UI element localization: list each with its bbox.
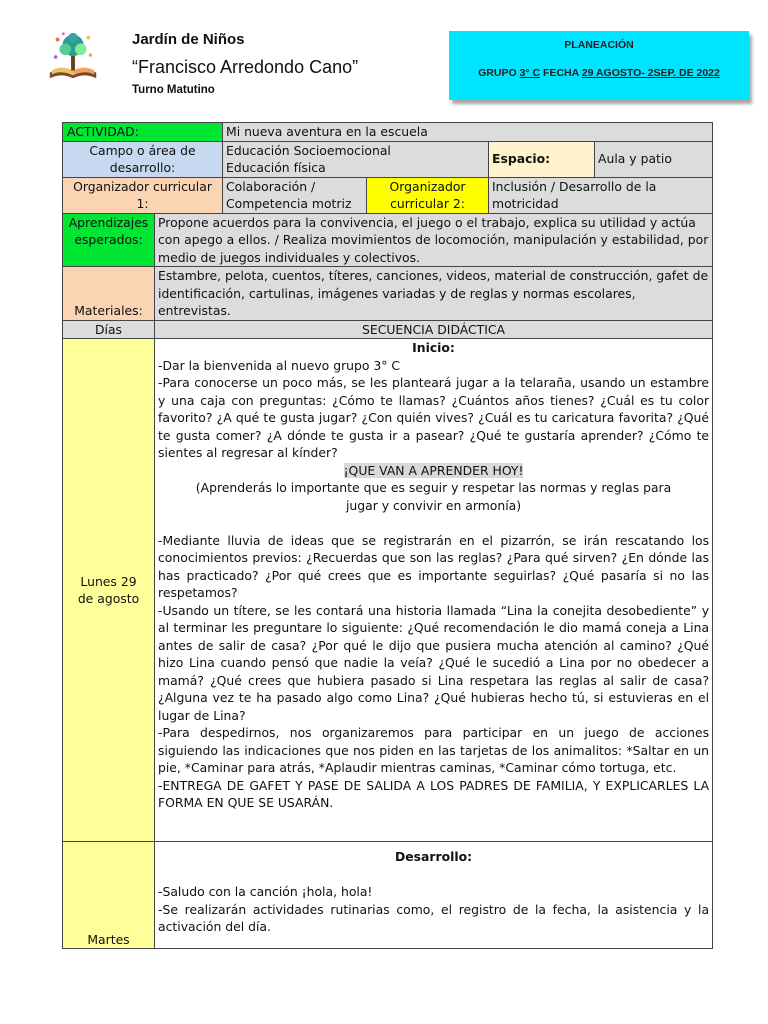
day1-row xyxy=(63,339,713,842)
day2-section-title: Desarrollo: xyxy=(394,849,473,864)
day1-highlight: ¡QUE VAN A APRENDER HOY! xyxy=(343,462,524,478)
actividad-label: ACTIVIDAD: xyxy=(63,123,223,142)
school-logo-icon xyxy=(44,28,102,86)
day2-spacer xyxy=(158,866,709,884)
day2-sequence xyxy=(155,842,713,949)
day2-row xyxy=(63,842,713,949)
day1-label: Lunes 29 de agosto xyxy=(63,339,155,842)
fecha-label: FECHA xyxy=(543,67,579,79)
group-date-line xyxy=(449,67,749,79)
org2-label: Organizador curricular 2: xyxy=(367,177,489,213)
campo-value xyxy=(223,141,489,177)
materiales-row xyxy=(63,267,713,321)
campo-value-2: Educación física xyxy=(226,160,326,175)
day2-label: Martes xyxy=(63,842,155,949)
day2-p1: -Saludo con la canción ¡hola, hola! xyxy=(158,884,373,899)
day2-p2: -Se realizarán actividades rutinarias como, el registro de la fecha, la asistencia y la activación del día. xyxy=(158,901,710,934)
school-header xyxy=(132,30,358,98)
sequence-header-row xyxy=(63,320,713,339)
day1-p2: -Para conocerse un poco más, se les planteará jugar a la telaraña, usando un estambre y una caja con preguntas: ¿Cómo te llamas? ¿Cuántos años tienes? ¿Cuál es tu color favorito? ¿A qué te gusta jugar? ¿Con quién vives? ¿Cuál es tu caricatura favorita? ¿Qué te gusta comer? ¿A dónde te gusta ir a pasear? ¿Qué te gustaría aprender? ¿Cómo te sientes al regresar al kínder? xyxy=(158,375,710,460)
day1-sequence xyxy=(155,339,713,842)
day1-p5: -Para despedirnos, nos organizaremos para participar en un juego de acciones siguiendo las indicaciones que nos piden en las tarjetas de los animalitos: *Saltar en un pie, *Caminar para atrás, *Aplaudir mientras caminas, *Caminar cómo tortuga, etc. xyxy=(158,725,710,775)
campo-value-1: Educación Socioemocional xyxy=(226,142,391,158)
aprendizajes-row xyxy=(63,213,713,267)
day1-spacer xyxy=(158,514,709,532)
espacio-value: Aula y patio xyxy=(595,141,713,177)
day1-p4: -Usando un títere, se les contará una historia llamada “Lina la conejita desobediente” y al terminar les preguntare lo siguiente: ¿Qué recomendación le dio mamá coneja a Lina antes de salir de casa? ¿Por qué le dijo que pusiera mucha atención al camino? ¿Qué hizo Lina cuando pensó que nadie la veía? ¿Qué le sucedió a Lina por no obedecer a mamá? ¿Qué crees que hubiera pasado si Lina respetara las reglas al salir de casa? ¿Alguna vez te ha pasado algo como Lina? ¿Qué hubieras hecho tú, si estuvieras en el lugar de Lina? xyxy=(158,602,710,723)
secuencia-header: SECUENCIA DIDÁCTICA xyxy=(155,320,713,339)
espacio-label: Espacio: xyxy=(489,141,595,177)
campo-label: Campo o área de desarrollo: xyxy=(63,141,223,177)
planning-table xyxy=(62,122,713,949)
grupo-value: 3° C xyxy=(519,67,541,79)
aprendizajes-value: Propone acuerdos para la convivencia, el juego o el trabajo, explica su utilidad y actúa con apego a ellos. / Realiza movimientos de locomoción, manipulación y estabilidad, por medio de juegos individuales y colectivos. xyxy=(155,213,713,267)
actividad-row xyxy=(63,123,713,142)
dias-header: Días xyxy=(63,320,155,339)
day1-p3: -Mediante lluvia de ideas que se registrarán en el pizarrón, se irán rescatando los conocimientos previos: ¿Recuerdas que son las reglas? ¿Para qué sirven? ¿En dónde las has practicado? ¿Por qué crees que es importante seguirlas? ¿Qué pasaría si no las respetamos? xyxy=(158,532,710,600)
aprendizajes-label: Aprendizajes esperados: xyxy=(63,213,155,267)
org1-label: Organizador curricular 1: xyxy=(63,177,223,213)
grupo-label: GRUPO xyxy=(478,67,517,79)
org2-value: Inclusión / Desarrollo de la motricidad xyxy=(489,177,713,213)
plan-title: PLANEACIÓN xyxy=(564,39,634,51)
materiales-value: Estambre, pelota, cuentos, títeres, canciones, videos, material de construcción, gafet de identificación, cartulinas, imágenes variadas y de reglas y normas escolares, entrevistas. xyxy=(155,267,713,321)
day1-highlight-line xyxy=(158,462,709,480)
school-name: “Francisco Arredondo Cano” xyxy=(132,57,359,77)
planeacion-box xyxy=(449,31,749,100)
actividad-value: Mi nueva aventura en la escuela xyxy=(223,123,713,142)
campo-row xyxy=(63,141,713,177)
day1-p6: -ENTREGA DE GAFET Y PASE DE SALIDA A LOS PADRES DE FAMILIA, Y EXPLICARLES LA FORMA EN QUE SE USARÁN. xyxy=(158,777,710,810)
day1-aprenderas: (Aprenderás lo importante que es seguir y respetar las normas y reglas para jugar y convivir en armonía) xyxy=(195,480,672,513)
day1-p1: -Dar la bienvenida al nuevo grupo 3° C xyxy=(158,357,401,373)
school-type: Jardín de Niños xyxy=(132,31,245,48)
organizador-row xyxy=(63,177,713,213)
fecha-value: 29 AGOSTO- 2SEP. DE 2022 xyxy=(581,67,720,79)
org1-value: Colaboración / Competencia motriz xyxy=(223,177,367,213)
materiales-label: Materiales: xyxy=(63,267,155,321)
day1-section-title: Inicio: xyxy=(412,340,455,355)
school-shift: Turno Matutino xyxy=(132,84,215,96)
